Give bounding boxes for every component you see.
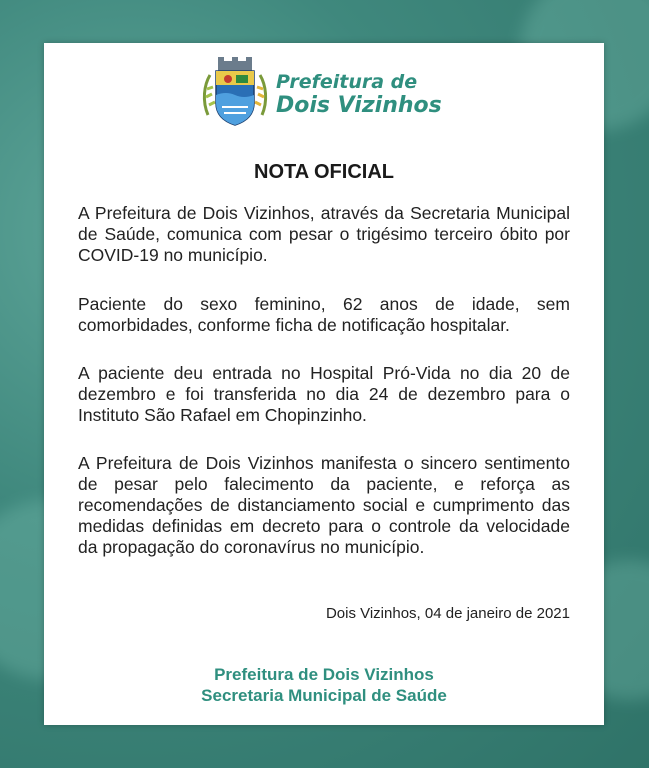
brand-line1: Prefeitura de [276, 71, 418, 93]
municipal-coat-of-arms-icon [202, 57, 268, 127]
brand-name [276, 71, 442, 119]
signature-line2: Secretaria Municipal de Saúde [201, 686, 447, 705]
notice-paragraph: A Prefeitura de Dois Vizinhos, através da Secretaria Municipal de Saúde, comunica com pesar o trigésimo terceiro óbito por COVID-19 no município. [78, 203, 570, 265]
logo [202, 57, 452, 127]
notice-paragraph: A Prefeitura de Dois Vizinhos manifesta o sincero sentimento de pesar pelo falecimento da paciente, e reforça as recomendações de distanciamento social e cumprimento das medidas definidas em decreto para o controle da velocidade da propagação do coronavírus no município. [78, 453, 570, 557]
notice-card [44, 43, 604, 725]
notice-paragraph: Paciente do sexo feminino, 62 anos de idade, sem comorbidades, conforme ficha de notificação hospitalar. [78, 294, 570, 335]
signature-line1: Prefeitura de Dois Vizinhos [214, 665, 434, 684]
brand-line2: Dois Vizinhos [276, 93, 442, 118]
notice-title: NOTA OFICIAL [254, 161, 394, 183]
date-line: Dois Vizinhos, 04 de janeiro de 2021 [325, 605, 570, 622]
notice-paragraph: A paciente deu entrada no Hospital Pró-Vida no dia 20 de dezembro e foi transferida no dia 24 de dezembro para o Instituto São Rafael em Chopinzinho. [78, 363, 570, 425]
